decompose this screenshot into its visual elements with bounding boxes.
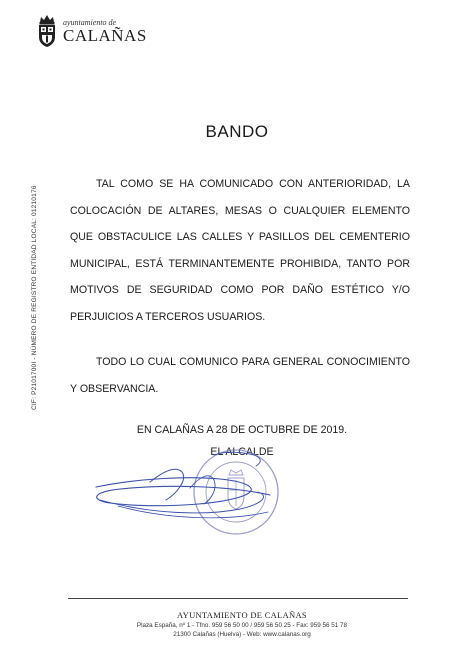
paragraph-1-text: TAL COMO SE HA COMUNICADO CON ANTERIORIDAD, LA COLOCACIÓN DE ALTARES, MESAS O CUALQUIER ELEMENTO QUE OBSTACULICE LAS CALLES Y PASILLOS DEL CEMENTERIO MUNICIPAL, ESTÁ TERMINANTEMENTE PROHIBIDA, TANTO POR MOTIVOS DE SEGURIDAD COMO POR DAÑO ESTÉTICO Y/O PERJUICIOS A TERCEROS USUARIOS. [70,178,410,323]
footer-address: Plaza España, nº 1 - Tfno. 959 56 50 00 / 959 56 50 25 - Fax: 959 56 51 78 [136,622,348,629]
footer-city-web: 21300 Calañas (Huelva) - Web: www.calanas.org [173,631,311,638]
logo-subtitle: ayuntamiento de [63,18,117,27]
side-registry-text: CIF: P2101700I - NÚMERO DE REGISTRO ENTIDAD LOCAL: 01210176 [31,185,38,410]
header-logo [36,14,147,48]
logo-title: CALAÑAS [63,26,147,45]
handwritten-signature [96,452,270,518]
signatory-title: EL ALCALDE [210,446,274,458]
footer-divider [68,598,408,599]
official-stamp [194,450,278,534]
paragraph-1 [70,171,410,330]
footer [0,610,474,639]
paragraph-2 [70,349,410,402]
date-line: EN CALAÑAS A 28 DE OCTUBRE DE 2019. [136,424,348,436]
document-title: BANDO [205,122,269,141]
logo-text [63,18,147,45]
coat-of-arms-icon [36,14,58,48]
paragraph-2-text: TODO LO CUAL COMUNICO PARA GENERAL CONOCIMIENTO Y OBSERVANCIA. [70,356,410,395]
footer-title: AYUNTAMIENTO DE CALAÑAS [177,610,307,620]
